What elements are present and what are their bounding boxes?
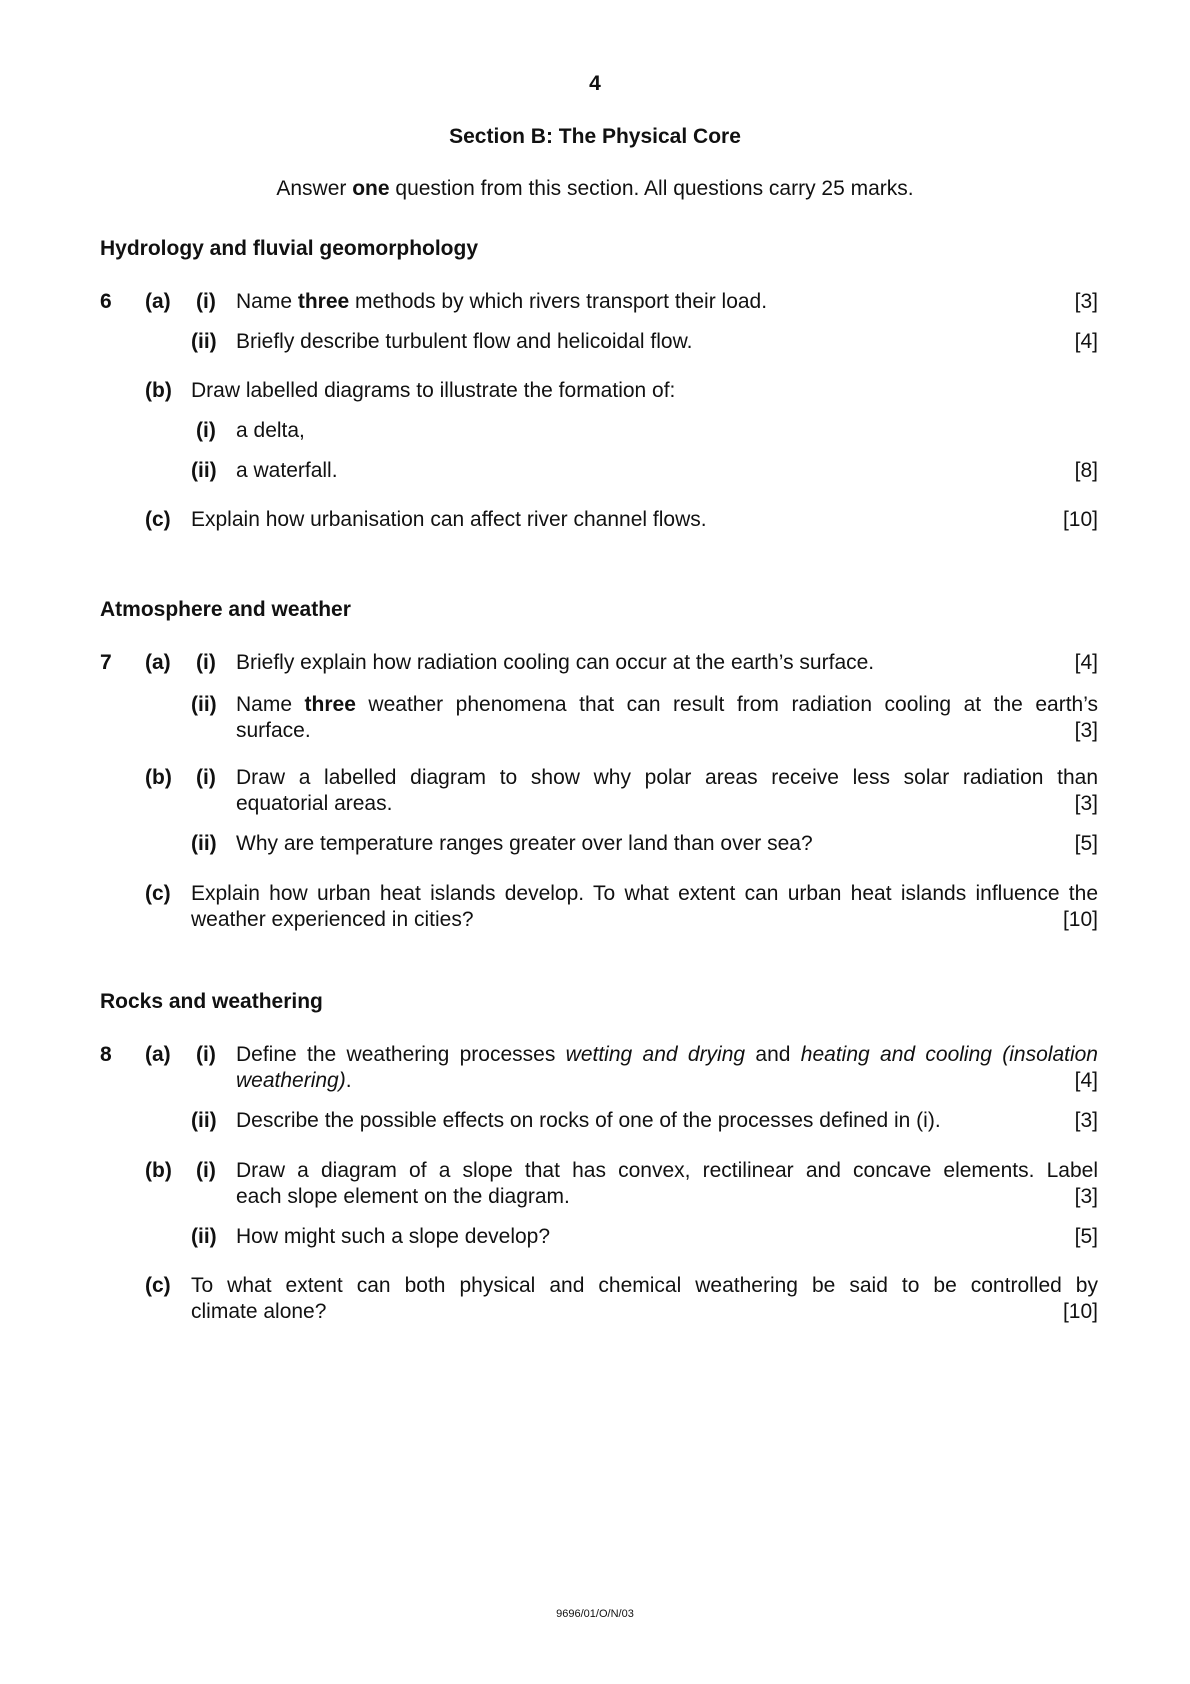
subpart-label: (i) xyxy=(196,419,216,442)
part-label: (a) xyxy=(145,1043,171,1066)
question-text: a waterfall. xyxy=(236,459,338,482)
subpart-label: (i) xyxy=(196,766,216,789)
emphasis: three xyxy=(297,290,350,313)
mark-allocation: [3] xyxy=(1074,719,1098,742)
question-text-line1: Explain how urban heat islands develop. To what extent can urban heat islands influence the xyxy=(191,882,1098,905)
question-text: Briefly explain how radiation cooling can occur at the earth’s surface. xyxy=(236,651,875,674)
emphasis: three xyxy=(304,693,356,716)
subpart-label: (i) xyxy=(196,1043,216,1066)
question-8b-i xyxy=(100,1158,1098,1210)
italic-term: weathering) xyxy=(236,1069,346,1092)
question-text-line2: surface. xyxy=(236,719,311,742)
question-text-line1: To what extent can both physical and chemical weathering be said to be controlled by xyxy=(191,1274,1098,1297)
subpart-label: (ii) xyxy=(191,330,217,353)
part-label: (a) xyxy=(145,290,171,313)
question-text: Briefly describe turbulent flow and helicoidal flow. xyxy=(236,330,693,353)
mark-allocation: [10] xyxy=(1062,1300,1098,1323)
question-text: Draw labelled diagrams to illustrate the formation of: xyxy=(191,379,676,402)
question-text: Describe the possible effects on rocks of one of the processes defined in (i). xyxy=(236,1109,941,1132)
footer-code: 9696/01/O/N/03 xyxy=(556,1608,634,1620)
question-number: 8 xyxy=(100,1043,112,1066)
mark-allocation: [3] xyxy=(1074,1185,1098,1208)
mark-allocation: [5] xyxy=(1074,832,1098,855)
question-text-line2: weathering). xyxy=(236,1069,352,1092)
section-instruction xyxy=(0,177,1190,201)
mark-allocation: [10] xyxy=(1062,508,1098,531)
question-text-line1: Name three weather phenomena that can result from radiation cooling at the earth’s xyxy=(236,693,1098,716)
question-8a-i xyxy=(100,1042,1098,1094)
italic-term: heating and cooling (insolation xyxy=(800,1043,1098,1066)
question-number: 6 xyxy=(100,290,112,313)
question-7a-ii xyxy=(100,692,1098,744)
question-text-line2: climate alone? xyxy=(191,1300,327,1323)
subpart-label: (ii) xyxy=(191,1109,217,1132)
subpart-label: (ii) xyxy=(191,459,217,482)
subpart-label: (i) xyxy=(196,290,216,313)
topic-heading-hydrology: Hydrology and fluvial geomorphology xyxy=(100,237,479,260)
part-label: (b) xyxy=(145,1159,172,1182)
subpart-label: (ii) xyxy=(191,832,217,855)
question-text: a delta, xyxy=(236,419,305,442)
part-label: (a) xyxy=(145,651,171,674)
part-label: (c) xyxy=(145,508,171,531)
italic-term: wetting and drying xyxy=(565,1043,746,1066)
mark-allocation: [4] xyxy=(1074,330,1098,353)
subpart-label: (ii) xyxy=(191,693,217,716)
question-text: Explain how urbanisation can affect river channel flows. xyxy=(191,508,707,531)
question-text-line2: equatorial areas. xyxy=(236,792,393,815)
mark-allocation: [3] xyxy=(1074,290,1098,313)
question-text-line1: Define the weathering processes wetting and drying and heating and cooling (insolation xyxy=(236,1043,1098,1066)
topic-heading-rocks: Rocks and weathering xyxy=(100,990,323,1013)
question-text: How might such a slope develop? xyxy=(236,1225,551,1248)
mark-allocation: [8] xyxy=(1074,459,1098,482)
mark-allocation: [3] xyxy=(1074,1109,1098,1132)
part-label: (c) xyxy=(145,1274,171,1297)
part-label: (b) xyxy=(145,379,172,402)
subpart-label: (i) xyxy=(196,651,216,674)
question-8c xyxy=(100,1273,1098,1325)
part-label: (c) xyxy=(145,882,171,905)
instruction-text-end: question from this section. All questions carry 25 marks. xyxy=(389,177,914,200)
question-text-line1: Draw a diagram of a slope that has convex, rectilinear and concave elements. Label xyxy=(236,1159,1098,1182)
subpart-label: (ii) xyxy=(191,1225,217,1248)
mark-allocation: [10] xyxy=(1062,908,1098,931)
question-7b-i xyxy=(100,765,1098,817)
mark-allocation: [3] xyxy=(1074,792,1098,815)
question-text-line2: each slope element on the diagram. xyxy=(236,1185,570,1208)
subpart-label: (i) xyxy=(196,1159,216,1182)
question-number: 7 xyxy=(100,651,112,674)
question-7c xyxy=(100,881,1098,933)
page-number: 4 xyxy=(589,72,601,95)
mark-allocation: [5] xyxy=(1074,1225,1098,1248)
question-text-line1: Draw a labelled diagram to show why polar areas receive less solar radiation than xyxy=(236,766,1098,789)
topic-heading-atmosphere: Atmosphere and weather xyxy=(100,598,351,621)
section-title: Section B: The Physical Core xyxy=(449,125,741,148)
mark-allocation: [4] xyxy=(1074,1069,1098,1092)
question-text-line2: weather experienced in cities? xyxy=(191,908,474,931)
mark-allocation: [4] xyxy=(1074,651,1098,674)
question-text: Name three methods by which rivers transport their load. xyxy=(236,290,768,313)
instruction-text: Answer xyxy=(276,177,353,200)
question-text: Why are temperature ranges greater over land than over sea? xyxy=(236,832,813,855)
part-label: (b) xyxy=(145,766,172,789)
instruction-emphasis: one xyxy=(352,177,390,200)
